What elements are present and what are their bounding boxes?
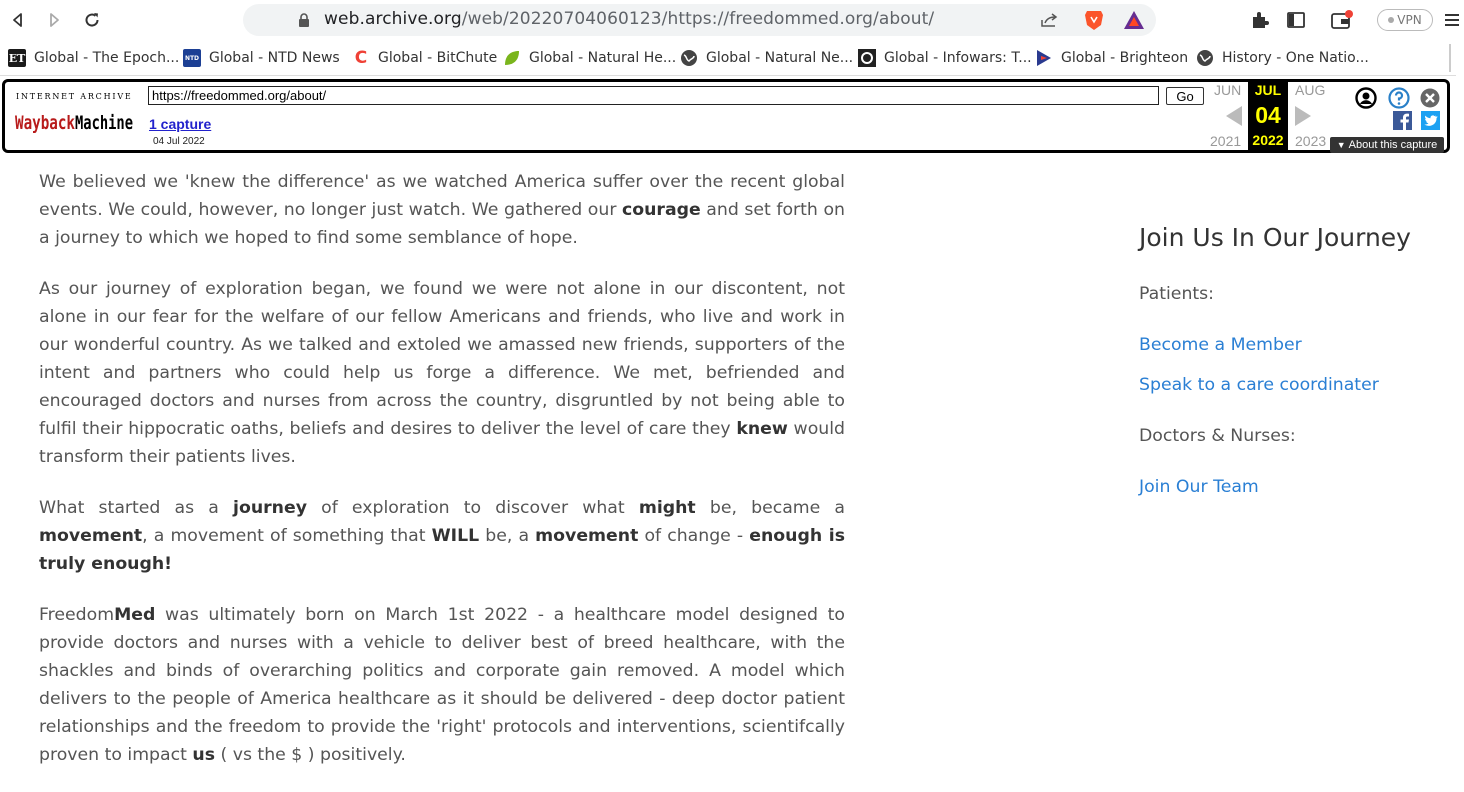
internet-archive-label: INTERNET ARCHIVE (16, 92, 133, 101)
bold-text: knew (736, 419, 788, 439)
globe-icon (1196, 49, 1214, 67)
next-month-label[interactable]: AUG (1295, 82, 1326, 98)
bookmark-epoch-times[interactable] (8, 46, 179, 70)
url-host: web.archive.org (324, 9, 462, 29)
text-run: What started as a (39, 498, 234, 518)
doctors-nurses-label: Doctors & Nurses: (1139, 426, 1296, 446)
sidebar-title: Join Us In Our Journey (1139, 223, 1411, 252)
svg-text:Wayback: Wayback (15, 112, 76, 134)
bold-text: courage (622, 200, 701, 220)
twitter-icon[interactable] (1421, 111, 1440, 130)
bookmark-label: Global - The Epoch... (34, 50, 180, 66)
help-icon[interactable] (1388, 87, 1410, 109)
bookmark-label: Global - Infowars: T... (884, 50, 1032, 66)
current-day-label: 04 (1255, 102, 1281, 128)
paragraph (39, 601, 845, 769)
bookmark-infowars[interactable] (858, 46, 1032, 70)
close-icon[interactable] (1420, 88, 1440, 108)
bookmark-label: History - One Natio... (1222, 50, 1369, 66)
bookmark-natural-news[interactable] (680, 46, 853, 70)
reload-icon[interactable] (80, 8, 104, 32)
extensions-icon[interactable] (1248, 8, 1272, 32)
next-capture-arrow-icon[interactable] (1295, 106, 1311, 126)
about-capture-label: About this capture (1348, 139, 1438, 151)
globe-icon (680, 49, 698, 67)
share-icon[interactable] (1038, 8, 1062, 32)
sidebar-icon[interactable] (1284, 8, 1308, 32)
prev-capture-arrow-icon[interactable] (1226, 106, 1242, 126)
bold-text: movement (39, 526, 143, 546)
bold-text: journey (233, 498, 307, 518)
text-run: ( vs the $ ) positively. (214, 745, 406, 765)
url-path: /web/20220704060123/https://freedommed.org/about/ (461, 9, 935, 29)
paragraph (39, 494, 845, 578)
current-year-label: 2022 (1252, 132, 1284, 148)
bold-text: might (638, 498, 696, 518)
bookmark-label: Global - Natural He... (529, 50, 677, 66)
svg-text:Machine: Machine (75, 112, 133, 134)
brighteon-icon (1035, 49, 1053, 67)
bookmark-natural-health[interactable] (503, 46, 676, 70)
text-run: be, became a (695, 498, 845, 518)
brave-shield-icon[interactable] (1082, 8, 1106, 32)
vpn-label: VPN (1397, 13, 1422, 27)
text-run: was ultimately born on March 1st 2022 - a healthcare model designed to provide doctors and nurses with a vehicle to deliver best of breed healthcare, with the shackles and binds of overarching politics and corporate gain removed. A model which delivers to the people of America healthcare as it should be delivered - deep doctor patient relationships and the freedom to provide the 'right' protocols and interventions, scientifcally proven to impact (39, 605, 845, 765)
bookmarks-divider (1449, 44, 1451, 72)
lock-icon[interactable] (292, 8, 316, 32)
bookmark-bitchute[interactable] (352, 46, 497, 70)
wayback-url-input[interactable]: https://freedommed.org/about/ (148, 86, 1159, 105)
next-year-label[interactable]: 2023 (1295, 133, 1327, 149)
wayback-go-button[interactable]: Go (1166, 87, 1204, 105)
bold-text: movement (535, 526, 639, 546)
prev-year-label[interactable]: 2021 (1210, 133, 1242, 149)
paragraph (39, 168, 845, 252)
bookmark-one-nation[interactable] (1196, 46, 1369, 70)
join-team-link[interactable]: Join Our Team (1139, 477, 1259, 497)
bold-text: enough is truly enough! (39, 526, 845, 574)
bookmark-label: Global - Natural Ne... (706, 50, 854, 66)
bookmark-label: Global - Brighteon (1061, 50, 1189, 66)
forward-icon[interactable] (42, 8, 66, 32)
text-run: of exploration to discover what (306, 498, 639, 518)
text-run: As our journey of exploration began, we found we were not alone in our discontent, not alone in our fear for the welfare of our fellow Americans and friends, who live and work in our wonderful country. As we talked and extoled we amassed new friends, supporters of the intent and partners who could help us forge a difference. We met, befriended and encouraged doctors and nurses from across the country, disgruntled by not being able to fulfil their hippocratic oaths, beliefs and desires to deliver the level of care they (39, 279, 845, 439)
bookmark-ntd-news[interactable] (183, 46, 340, 70)
about-capture-button[interactable] (1330, 137, 1444, 153)
menu-icon[interactable] (1440, 8, 1464, 32)
user-account-icon[interactable] (1355, 87, 1377, 109)
vpn-button[interactable] (1377, 9, 1433, 31)
bookmark-brighteon[interactable] (1035, 46, 1188, 70)
text-run: , a movement of something that (142, 526, 432, 546)
bold-text: WILL (431, 526, 480, 546)
patients-label: Patients: (1139, 284, 1214, 304)
ntd-icon: NTD (183, 49, 201, 67)
infowars-icon (858, 49, 876, 67)
bold-text: Med (114, 605, 156, 625)
capture-date: 04 Jul 2022 (153, 136, 205, 147)
brave-rewards-icon[interactable] (1122, 8, 1146, 32)
bookmark-label: Global - NTD News (209, 50, 340, 66)
paragraph (39, 275, 845, 471)
text-run: We believed we 'knew the difference' as we watched America suffer over the recent global events. We could, however, no longer just watch. We gathered our (39, 172, 845, 220)
bookmark-label: Global - BitChute (378, 50, 498, 66)
text-run: Freedom (39, 605, 115, 625)
wayback-machine-logo[interactable] (15, 102, 133, 136)
current-month-label: JUL (1254, 82, 1282, 98)
text-run: of change - (638, 526, 750, 546)
leaf-icon (503, 49, 521, 67)
text-run: would transform their patients lives. (39, 419, 845, 467)
bookmarks-bar (0, 40, 1456, 76)
become-member-link[interactable]: Become a Member (1139, 335, 1302, 355)
prev-month-label[interactable]: JUN (1214, 82, 1242, 98)
care-coordinator-link[interactable]: Speak to a care coordinater (1139, 375, 1379, 395)
caret-down-icon: ▼ (1336, 140, 1346, 150)
back-icon[interactable] (6, 8, 30, 32)
bold-text: us (192, 745, 215, 765)
epoch-times-icon: ET (8, 49, 26, 67)
url-text[interactable] (324, 9, 934, 29)
facebook-icon[interactable] (1393, 111, 1412, 130)
bitchute-icon: C (354, 48, 368, 68)
text-run: and set forth on a journey to which we hoped to find some semblance of hope. (39, 200, 845, 248)
main-content (39, 168, 845, 792)
browser-toolbar (0, 0, 1456, 40)
captures-link[interactable]: 1 capture (149, 116, 212, 132)
wallet-icon[interactable] (1330, 8, 1354, 32)
text-run: be, a (479, 526, 536, 546)
vpn-dot-icon (1388, 17, 1394, 23)
